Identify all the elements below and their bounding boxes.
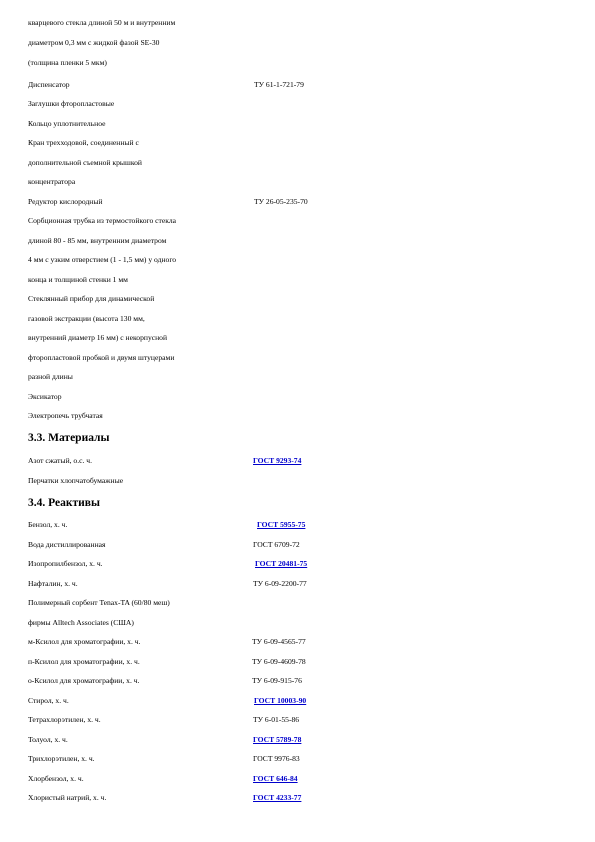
- equipment-row: [28, 195, 568, 209]
- reagent-row: [28, 772, 568, 786]
- equipment-row: [28, 214, 568, 228]
- equipment-row: [28, 312, 568, 326]
- reagent-row: [28, 616, 568, 630]
- standard-ref: ТУ 61-1-721-79: [254, 80, 304, 89]
- text-line: [28, 36, 568, 50]
- reagent-row: [28, 557, 568, 571]
- item-name: Азот сжатый, о.с. ч.: [28, 456, 93, 465]
- item-name: Электропечь трубчатая: [28, 411, 103, 420]
- section-heading-materials: 3.3. Материалы: [28, 432, 110, 444]
- reagent-row: [28, 713, 568, 727]
- equipment-row: [28, 156, 568, 170]
- reagent-row: [28, 655, 568, 669]
- reagent-row: [28, 538, 568, 552]
- item-name: газовой экстракции (высота 130 мм,: [28, 314, 145, 323]
- standard-link[interactable]: ГОСТ 5789-78: [253, 735, 302, 744]
- reagent-row: [28, 518, 568, 532]
- section-heading-reagents: 3.4. Реактивы: [28, 497, 100, 509]
- standard-link[interactable]: ГОСТ 4233-77: [253, 793, 302, 802]
- item-name: Стирол, х. ч.: [28, 696, 69, 705]
- item-name: внутренний диаметр 16 мм) с некорпусной: [28, 333, 168, 342]
- equipment-row: [28, 253, 568, 267]
- item-name: Кольцо уплотнительное: [28, 119, 106, 128]
- standard-ref: ГОСТ 9976-83: [253, 754, 300, 763]
- item-name: конца и толщиной стенки 1 мм: [28, 275, 128, 284]
- standard-link[interactable]: ГОСТ 9293-74: [253, 456, 302, 465]
- item-name: Тетрахлорэтилен, х. ч.: [28, 715, 101, 724]
- item-name: Перчатки хлопчатобумажные: [28, 476, 124, 485]
- equipment-row: [28, 390, 568, 404]
- standard-link[interactable]: ГОСТ 646-84: [253, 774, 298, 783]
- item-name: Бензол, х. ч.: [28, 520, 68, 529]
- item-name: Сорбционная трубка из термостойкого стекла: [28, 216, 177, 225]
- item-name: фторопластовой пробкой и двумя штуцерами: [28, 353, 175, 362]
- standard-ref: ТУ 6-09-4565-77: [252, 637, 306, 646]
- item-name: Эксикатор: [28, 392, 62, 401]
- material-row: [28, 474, 568, 488]
- reagent-row: [28, 694, 568, 708]
- equipment-row: [28, 97, 568, 111]
- item-name: кварцевого стекла длиной 50 м и внутренним: [28, 18, 176, 27]
- material-row: [28, 454, 568, 468]
- text-line: [28, 16, 568, 30]
- standard-ref: ТУ 6-09-915-76: [252, 676, 302, 685]
- standard-link[interactable]: ГОСТ 10003-90: [254, 696, 307, 705]
- equipment-row: [28, 292, 568, 306]
- equipment-row: [28, 331, 568, 345]
- item-name: Нафталин, х. ч.: [28, 579, 78, 588]
- item-name: дополнительной съемной крышкой: [28, 158, 142, 167]
- item-name: Полимерный сорбент Tenax-TA (60/80 меш): [28, 598, 170, 607]
- equipment-row: [28, 234, 568, 248]
- standard-link[interactable]: ГОСТ 20481-75: [255, 559, 308, 568]
- equipment-row: [28, 136, 568, 150]
- reagent-row: [28, 635, 568, 649]
- reagent-row: [28, 596, 568, 610]
- equipment-row: [28, 370, 568, 384]
- item-name: длиной 80 - 85 мм, внутренним диаметром: [28, 236, 167, 245]
- reagent-row: [28, 752, 568, 766]
- item-name: Кран трехходовой, соединенный с: [28, 138, 139, 147]
- reagent-row: [28, 577, 568, 591]
- item-name: м-Ксилол для хроматографии, х. ч.: [28, 637, 141, 646]
- standard-ref: ТУ 6-09-4609-78: [252, 657, 306, 666]
- text-line: [28, 56, 568, 70]
- item-name: фирмы Alltech Associates (США): [28, 618, 134, 627]
- item-name: Хлорбензол, х. ч.: [28, 774, 84, 783]
- reagent-row: [28, 791, 568, 805]
- standard-link[interactable]: ГОСТ 5955-75: [257, 520, 306, 529]
- standard-ref: ГОСТ 6709-72: [253, 540, 300, 549]
- item-name: Стеклянный прибор для динамической: [28, 294, 155, 303]
- item-name: Толуол, х. ч.: [28, 735, 68, 744]
- item-name: 4 мм с узким отверстием (1 - 1,5 мм) у одного: [28, 255, 177, 264]
- item-name: Хлористый натрий, х. ч.: [28, 793, 107, 802]
- item-name: о-Ксилол для хроматографии, х. ч.: [28, 676, 140, 685]
- equipment-row: [28, 409, 568, 423]
- standard-ref: ТУ 26-05-235-70: [254, 197, 308, 206]
- item-name: диаметром 0,3 мм с жидкой фазой SE-30: [28, 38, 160, 47]
- equipment-row: [28, 78, 568, 92]
- equipment-row: [28, 273, 568, 287]
- standard-ref: ТУ 6-09-2200-77: [253, 579, 307, 588]
- item-name: п-Ксилол для хроматографии, х. ч.: [28, 657, 140, 666]
- equipment-row: [28, 351, 568, 365]
- item-name: Заглушки фторопластовые: [28, 99, 115, 108]
- equipment-row: [28, 175, 568, 189]
- reagent-row: [28, 733, 568, 747]
- item-name: Вода дистиллированная: [28, 540, 106, 549]
- reagent-row: [28, 674, 568, 688]
- item-name: Редуктор кислородный: [28, 197, 103, 206]
- item-name: Диспенсатор: [28, 80, 70, 89]
- item-name: (толщина пленки 5 мкм): [28, 58, 107, 67]
- equipment-row: [28, 117, 568, 131]
- item-name: разной длины: [28, 372, 73, 381]
- standard-ref: ТУ 6-01-55-86: [253, 715, 300, 724]
- item-name: Изопропилбензол, х. ч.: [28, 559, 103, 568]
- item-name: концентратора: [28, 177, 76, 186]
- item-name: Трихлорэтилен, х. ч.: [28, 754, 95, 763]
